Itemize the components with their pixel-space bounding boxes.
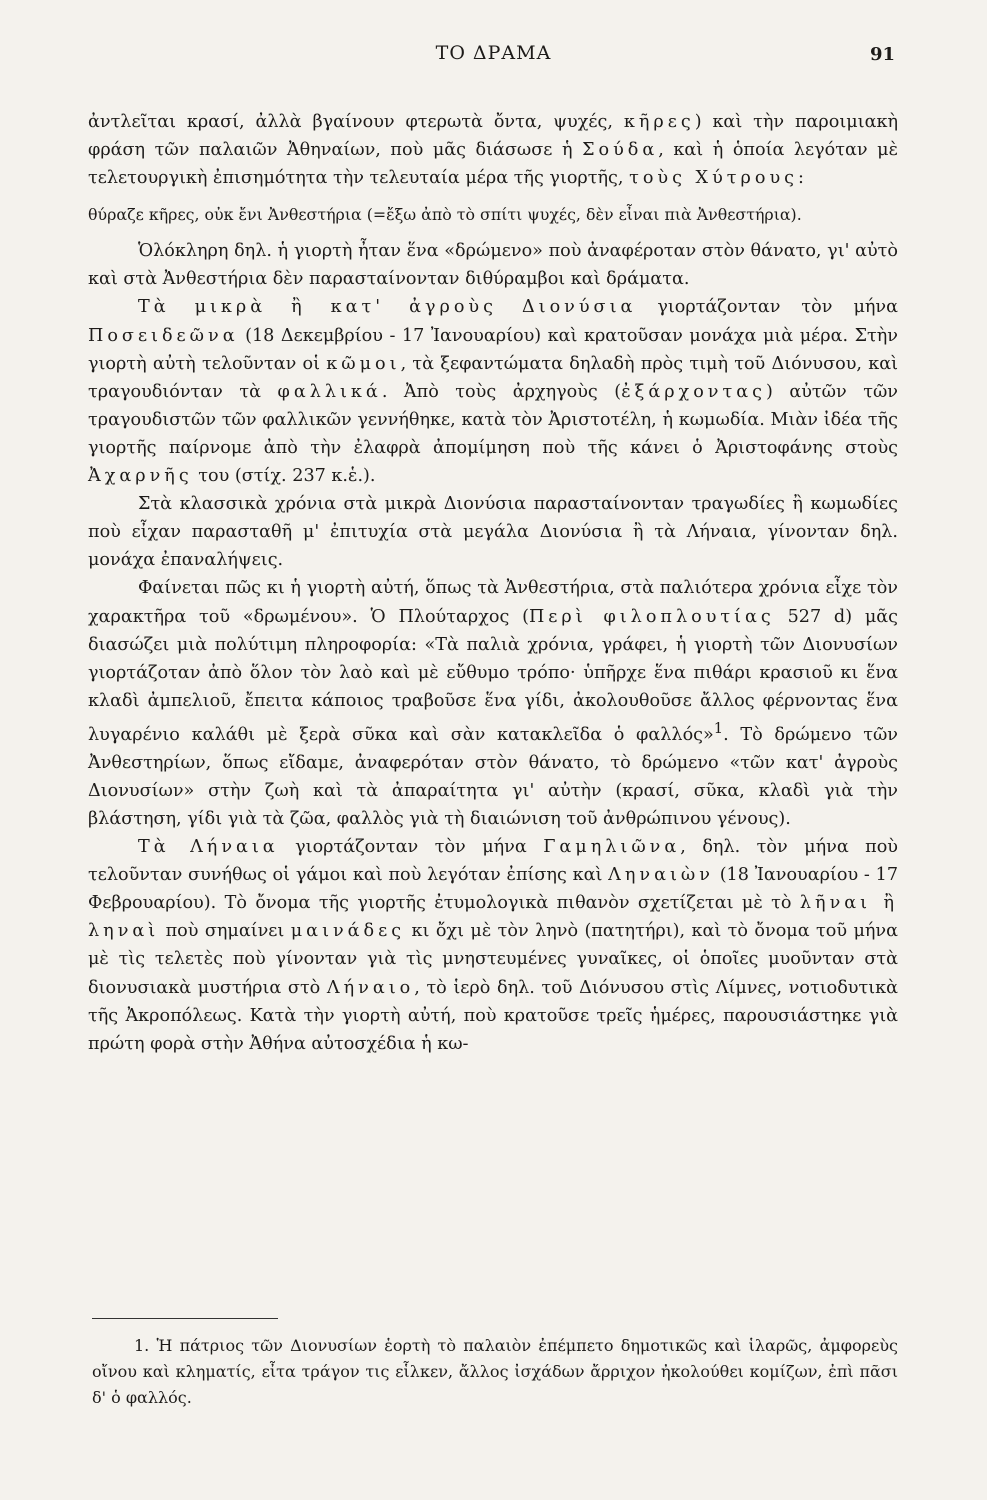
text-run: Φαίνεται πῶς κι ἡ γιορτὴ αὐτή, ὅπως τὰ Ἀνθεστήρια, στὰ παλιότερα χρόνια εἶχε τὸν χαρακτῆρα τοῦ «δρωμένου». Ὁ Πλούταρχος ( [88,578,898,627]
spaced-term: ἐξάρχοντας [621,381,766,402]
spaced-term: Σούδα [582,140,659,161]
text-run: κι ὄχι μὲ τὸν ληνὸ (πατητήρι), καὶ τὸ ὄνομα τοῦ μήνα μὲ τὶς τελετὲς ποὺ γίνονταν γιὰ τὶς μνηστευμένες γυναῖκες, οἱ ὁποῖες μυοῦνταν στὰ διονυσιακὰ μυστήρια στὸ [88,921,898,998]
paragraph [88,833,898,1058]
text-run: ἀντλεῖται κρασί, ἀλλὰ βγαίνουν φτερωτὰ ὄντα, ψυχές, [88,112,613,132]
text-run: . Ἀπὸ τοὺς ἀρχηγοὺς ( [381,381,622,402]
spaced-term: Τὰ Λήναια [138,837,279,858]
spaced-term: κῆρες [623,112,695,132]
spaced-term: φαλλικά [277,381,382,402]
paragraph: Ὁλόκληρη δηλ. ἡ γιορτὴ ἦταν ἕνα «δρώμενο» ποὺ ἀναφέροταν στὸν θάνατο, γι' αὐτὸ καὶ στὰ Ἀνθεστήρια δὲν παρασταίνονταν διθύραμβοι καὶ δράματα. [88,241,898,290]
spaced-term: λῆναι ἢ ληναὶ [88,893,899,942]
text-run: του (στίχ. 237 κ.ἑ.). [192,466,376,487]
spaced-term: Ληναιὼν [608,865,714,886]
text-run: : [798,168,804,189]
footnote-divider [92,1318,278,1319]
text-run: (18 Ἰανουαρίου - 17 Φεβρουαρίου). Τὸ ὄνομα τῆς γιορτῆς ἐτυμολογικὰ πιθανὸν σχετίζεται μὲ τὸ [88,865,899,914]
footnote-text: 1. Ἡ πάτριος τῶν Διονυσίων ἑορτὴ τὸ παλαιὸν ἐπέμπετο δημοτικῶς καὶ ἱλαρῶς, ἀμφορεὺς οἴνου καὶ κληματίς, εἶτα τράγον τις εἷλκεν, ἄλλος ἰσχάδων ἄρριχον ἠκολούθει κομίζων, ἐπὶ πᾶσι δ' ὁ φαλλός. [92,1336,898,1407]
page-header [88,42,899,70]
paragraph [88,108,898,192]
page-number: 91 [869,44,895,65]
block-quote: θύραζε κῆρες, οὐκ ἔνι Ἀνθεστήρια (=ἔξω ἀπὸ τὸ σπίτι ψυχές, δὲν εἶναι πιὰ Ἀνθεστήρια). [88,205,802,225]
text-run: 527 d) μᾶς διασώζει μιὰ πολύτιμη πληροφορία: «Τὰ παλιὰ χρόνια, γράφει, ἡ γιορτὴ τῶν Διονυσίων γιορτάζοταν ἀπὸ ὅλον τὸν λαὸ καὶ μὲ εὔθυμο τρόπο· ὑπῆρχε ἕνα πιθάρι κρασιοῦ κι ἕνα κλαδὶ ἀμπελιοῦ, ἔπειτα κάποιος τραβοῦσε ἕνα γίδι, ἀκολουθοῦσε ἄλλος φέρνοντας ἕνα λυγαρένιο καλάθι μὲ ξερὰ σῦκα καὶ σὰν κατακλεῖδα ὁ φαλλός» [88,606,899,745]
spaced-term: Λήναιο [326,977,415,998]
text-run: γιορτάζονταν τὸν μήνα [636,297,898,318]
spaced-term: Γαμηλιῶνα [543,837,681,858]
text-run: γιορτάζονταν τὸν μήνα [278,837,527,858]
spaced-term: Τὰ μικρὰ ἢ κατ' ἀγροὺς Διονύσια [138,297,637,318]
spaced-term: Περὶ φιλοπλουτίας [528,606,775,627]
text-run: ) καὶ τὴν παροιμιακὴ φράση τῶν παλαιῶν Ἀθηναίων, ποὺ μᾶς διάσωσε ἡ [88,112,898,161]
spaced-term: Ἀχαρνῆς [88,466,193,487]
paragraph [88,574,898,833]
text-run: ποὺ σημαίνει [159,921,285,942]
spaced-term: μαινάδες [290,921,406,942]
running-title: ΤΟ ΔΡΑΜΑ [435,42,552,64]
footnote-marker: 1 [713,719,724,737]
paragraph: Στὰ κλασσικὰ χρόνια στὰ μικρὰ Διονύσια παρασταίνονταν τραγωδίες ἢ κωμωδίες ποὺ εἶχαν παρασταθῆ μ' ἐπιτυχία στὰ μεγάλα Διονύσια ἢ τὰ Λήναια, γίνονταν δηλ. μονάχα ἐπαναλήψεις. [88,494,898,571]
text-run: , καὶ ἡ ὁποία λεγόταν μὲ τελετουργικὴ ἐπισημότητα τὴν τελευταία μέρα τῆς γιορτῆς, [88,140,899,189]
spaced-term: Ποσειδεῶνα [88,325,239,346]
footnote [92,1333,898,1411]
spaced-term: τοὺς Χύτρους [629,168,798,189]
paragraph [88,293,898,490]
main-text [88,108,898,1058]
spaced-term: κῶμοι [326,353,401,374]
text-run: (18 Δεκεμβρίου - 17 Ἰανουαρίου) καὶ κρατοῦσαν μονάχα μιὰ μέρα. Στὴν γιορτὴ αὐτὴ τελοῦνταν οἱ [88,325,898,374]
text-run: , τὰ ξεφαντώματα δηλαδὴ πρὸς τιμὴ τοῦ Διόνυσου, καὶ τραγουδιόνταν τὰ [88,353,899,402]
text-run: . Τὸ δρώμενο τῶν Ἀνθεστηρίων, ὅπως εἴδαμε, ἀναφερόταν στὸν θάνατο, τὸ δρώμενο «τῶν κατ' ἀγροὺς Διονυσίων» στὴν ζωὴ καὶ τὰ ἀπαραίτητα γι' αὐτὴν (κρασί, σῦκα, κλαδὶ γιὰ τὴν βλάστηση, γίδι γιὰ τὰ ζῶα, φαλλὸς γιὰ τὴ διαιώνιση τοῦ ἀνθρώπινου γένους). [88,724,898,830]
text-run: , δηλ. τὸν μήνα ποὺ τελοῦνταν συνήθως οἱ γάμοι καὶ ποὺ λεγόταν ἐπίσης καὶ [88,837,899,886]
text-run: ) αὐτῶν τῶν τραγουδιστῶν τῶν φαλλικῶν γεννήθηκε, κατὰ τὸν Ἀριστοτέλη, ἡ κωμωδία. Μιὰν ἰδέα τῆς γιορτῆς παίρνομε ἀπὸ τὴν ἐλαφρὰ ἀπομίμηση ποὺ τῆς κάνει ὁ Ἀριστοφάνης στοὺς [88,381,899,458]
text-run: , τὸ ἱερὸ δηλ. τοῦ Διόνυσου στὶς Λίμνες, νοτιοδυτικὰ τῆς Ἀκροπόλεως. Κατὰ τὴν γιορτὴ αὐτή, ποὺ κρατοῦσε τρεῖς ἡμέρες, παρουσιάστηκε γιὰ πρώτη φορὰ στὴν Ἀθήνα αὐτοσχέδια ἡ κω- [88,977,898,1054]
